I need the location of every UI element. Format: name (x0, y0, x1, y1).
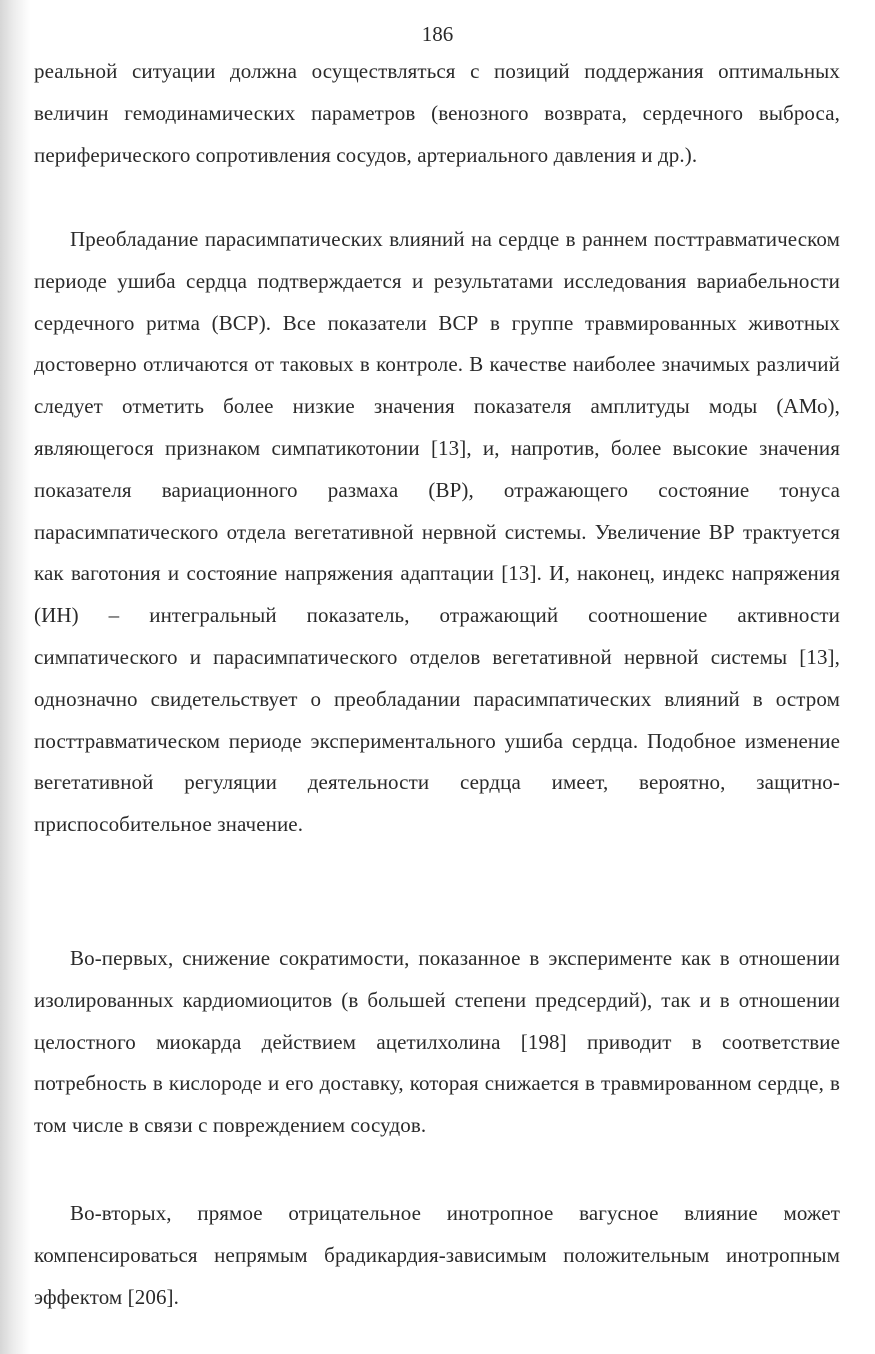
page-number: 186 (421, 22, 454, 46)
paragraph-second-point: Во-вторых, прямое отрицательное инотропное вагусное влияние может компенсироваться непрямым брадикардия-зависимым положительным инотропным эффектом [206]. (34, 1201, 840, 1309)
paragraph-first-point: Во-первых, снижение сократимости, показанное в эксперименте как в отношении изолированных кардиомиоцитов (в большей степени предсердий), так и в отношении целостного миокарда действием ацетилхолина [198] приводит в соответствие потребность в кислороде и его доставку, которая снижается в травмированном сердце, в том числе в связи с повреждением сосудов. (34, 946, 840, 1138)
paragraph-continuation: реальной ситуации должна осуществляться с позиций поддержания оптимальных величин гемодинамических параметров (венозного возврата, сердечного выброса, периферического сопротивления сосудов, артериального давления и др.). (34, 59, 840, 167)
paragraph-parasympathetic-dominance: Преобладание парасимпатических влияний на сердце в раннем посттравматическом периоде ушиба сердца подтверждается и результатами исследования вариабельности сердечного ритма (ВСР). Все показатели ВСР в группе травмированных животных достоверно отличаются от таковых в контроле. В качестве наиболее значимых различий следует отметить более низкие значения показателя амплитуды моды (АМо), являющегося признаком симпатикотонии [13], и, напротив, более высокие значения показателя вариационного размаха (ВР), отражающего состояние тонуса парасимпатического отдела вегетативной нервной системы. Увеличение ВР трактуется как ваготония и состояние напряжения адаптации [13]. И, наконец, индекс напряжения (ИН) – интегральный показатель, отражающий соотношение активности симпатического и парасимпатического отделов вегетативной нервной системы [13], однозначно свидетельствует о преобладании парасимпатических влияний в остром посттравматическом периоде экспериментального ушиба сердца. Подобное изменение вегетативной регуляции деятельности сердца имеет, вероятно, защитно-приспособительное значение. (34, 227, 840, 837)
